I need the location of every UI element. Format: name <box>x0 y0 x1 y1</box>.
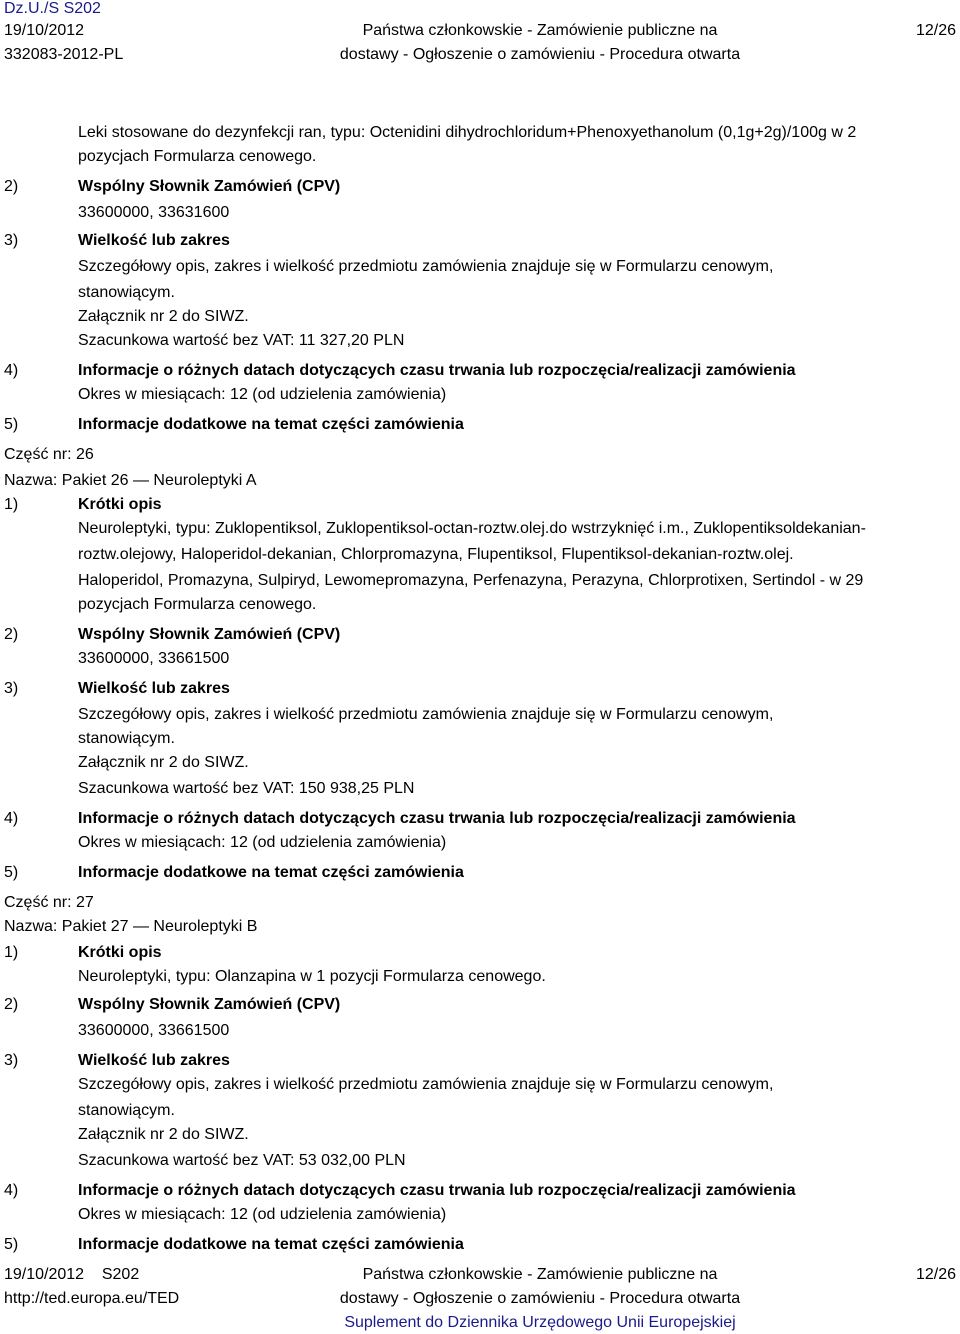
scope-text: Szczegółowy opis, zakres i wielkość przedmiotu zamówienia znajduje się w Formularzu cenowym, <box>78 258 774 275</box>
item-number: 5) <box>4 1236 19 1253</box>
item-number: 1) <box>4 496 19 513</box>
duration: Okres w miesiącach: 12 (od udzielenia zamówienia) <box>78 386 447 403</box>
page-header <box>0 0 960 80</box>
footer-date-issue: 19/10/2012 S202 <box>4 1266 140 1283</box>
desc-line: Leki stosowane do dezynfekcji ran, typu: Octenidini dihydrochloridum+Phenoxyethanolum (0,1g+2g)/100g w 2 <box>78 124 857 141</box>
cpv-heading: Wspólny Słownik Zamówień (CPV) <box>78 626 341 643</box>
ted-link[interactable]: http://ted.europa.eu/TED <box>4 1290 180 1307</box>
desc-line: Neuroleptyki, typu: Zuklopentiksol, Zuklopentiksol-octan-roztw.olej.do wstrzyknięć i.m., Zuklopentiksoldekanian- <box>78 520 866 537</box>
desc-line: roztw.olejowy, Haloperidol-dekanian, Chlorpromazyna, Flupentiksol, Flupentiksol-dekanian-roztw.olej. <box>78 546 794 563</box>
header-title-1: Państwa członkowskie - Zamówienie publiczne na <box>362 22 718 39</box>
scope-text: Załącznik nr 2 do SIWZ. <box>78 308 249 325</box>
item-number: 5) <box>4 416 19 433</box>
dates-heading: Informacje o różnych datach dotyczących czasu trwania lub rozpoczęcia/realizacji zamówienia <box>78 810 796 827</box>
header-title-2: dostawy - Ogłoszenie o zamówieniu - Procedura otwarta <box>339 46 741 63</box>
estimated-value: Szacunkowa wartość bez VAT: 150 938,25 PLN <box>78 780 415 797</box>
scope-text: Szczegółowy opis, zakres i wielkość przedmiotu zamówienia znajduje się w Formularzu cenowym, <box>78 1076 774 1093</box>
extra-info-heading: Informacje dodatkowe na temat części zamówienia <box>78 864 464 881</box>
part-name: Nazwa: Pakiet 26 — Neuroleptyki A <box>4 472 257 489</box>
part-number: Część nr: 26 <box>4 446 94 463</box>
cpv-heading: Wspólny Słownik Zamówień (CPV) <box>78 996 341 1013</box>
scope-text: Szczegółowy opis, zakres i wielkość przedmiotu zamówienia znajduje się w Formularzu cenowym, <box>78 706 774 723</box>
item-number: 1) <box>4 944 19 961</box>
scope-heading: Wielkość lub zakres <box>78 680 230 697</box>
cpv-codes: 33600000, 33661500 <box>78 1022 230 1039</box>
desc-line: Neuroleptyki, typu: Olanzapina w 1 pozycji Formularza cenowego. <box>78 968 546 985</box>
item-number: 2) <box>4 996 19 1013</box>
scope-text: stanowiącym. <box>78 1102 175 1119</box>
dates-heading: Informacje o różnych datach dotyczących czasu trwania lub rozpoczęcia/realizacji zamówienia <box>78 362 796 379</box>
duration: Okres w miesiącach: 12 (od udzielenia zamówienia) <box>78 1206 447 1223</box>
item-number: 4) <box>4 810 19 827</box>
extra-info-heading: Informacje dodatkowe na temat części zamówienia <box>78 416 464 433</box>
page-number: 12/26 <box>915 22 956 39</box>
duration: Okres w miesiącach: 12 (od udzielenia zamówienia) <box>78 834 447 851</box>
cpv-heading: Wspólny Słownik Zamówień (CPV) <box>78 178 341 195</box>
item-number: 5) <box>4 864 19 881</box>
scope-heading: Wielkość lub zakres <box>78 1052 230 1069</box>
item-number: 4) <box>4 362 19 379</box>
cpv-codes: 33600000, 33631600 <box>78 204 230 221</box>
notice-number: 332083-2012-PL <box>4 46 124 63</box>
estimated-value: Szacunkowa wartość bez VAT: 11 327,20 PLN <box>78 332 405 349</box>
item-number: 3) <box>4 680 19 697</box>
extra-info-heading: Informacje dodatkowe na temat części zamówienia <box>78 1236 464 1253</box>
scope-text: stanowiącym. <box>78 284 175 301</box>
estimated-value: Szacunkowa wartość bez VAT: 53 032,00 PLN <box>78 1152 406 1169</box>
item-number: 4) <box>4 1182 19 1199</box>
footer-title-1: Państwa członkowskie - Zamówienie publiczne na <box>362 1266 718 1283</box>
item-number: 2) <box>4 626 19 643</box>
part-name: Nazwa: Pakiet 27 — Neuroleptyki B <box>4 918 258 935</box>
desc-line: pozycjach Formularza cenowego. <box>78 596 317 613</box>
desc-line: Haloperidol, Promazyna, Sulpiryd, Lewomepromazyna, Perfenazyna, Perazyna, Chlorprotixen, Sertindol - w 29 <box>78 572 864 589</box>
short-desc-heading: Krótki opis <box>78 944 162 961</box>
journal-ref: Dz.U./S S202 <box>4 0 101 17</box>
scope-text: stanowiącym. <box>78 730 175 747</box>
short-desc-heading: Krótki opis <box>78 496 162 513</box>
item-number: 3) <box>4 232 19 249</box>
desc-line: pozycjach Formularza cenowego. <box>78 148 317 165</box>
cpv-codes: 33600000, 33661500 <box>78 650 230 667</box>
footer-supplement: Suplement do Dziennika Urzędowego Unii Europejskiej <box>344 1314 736 1331</box>
footer-page-number: 12/26 <box>915 1266 956 1283</box>
scope-heading: Wielkość lub zakres <box>78 232 230 249</box>
item-number: 2) <box>4 178 19 195</box>
scope-text: Załącznik nr 2 do SIWZ. <box>78 1126 249 1143</box>
header-date: 19/10/2012 <box>4 22 85 39</box>
page-footer <box>0 1262 960 1334</box>
part-number: Część nr: 27 <box>4 894 94 911</box>
dates-heading: Informacje o różnych datach dotyczących czasu trwania lub rozpoczęcia/realizacji zamówienia <box>78 1182 796 1199</box>
item-number: 3) <box>4 1052 19 1069</box>
footer-title-2: dostawy - Ogłoszenie o zamówieniu - Procedura otwarta <box>339 1290 741 1307</box>
scope-text: Załącznik nr 2 do SIWZ. <box>78 754 249 771</box>
